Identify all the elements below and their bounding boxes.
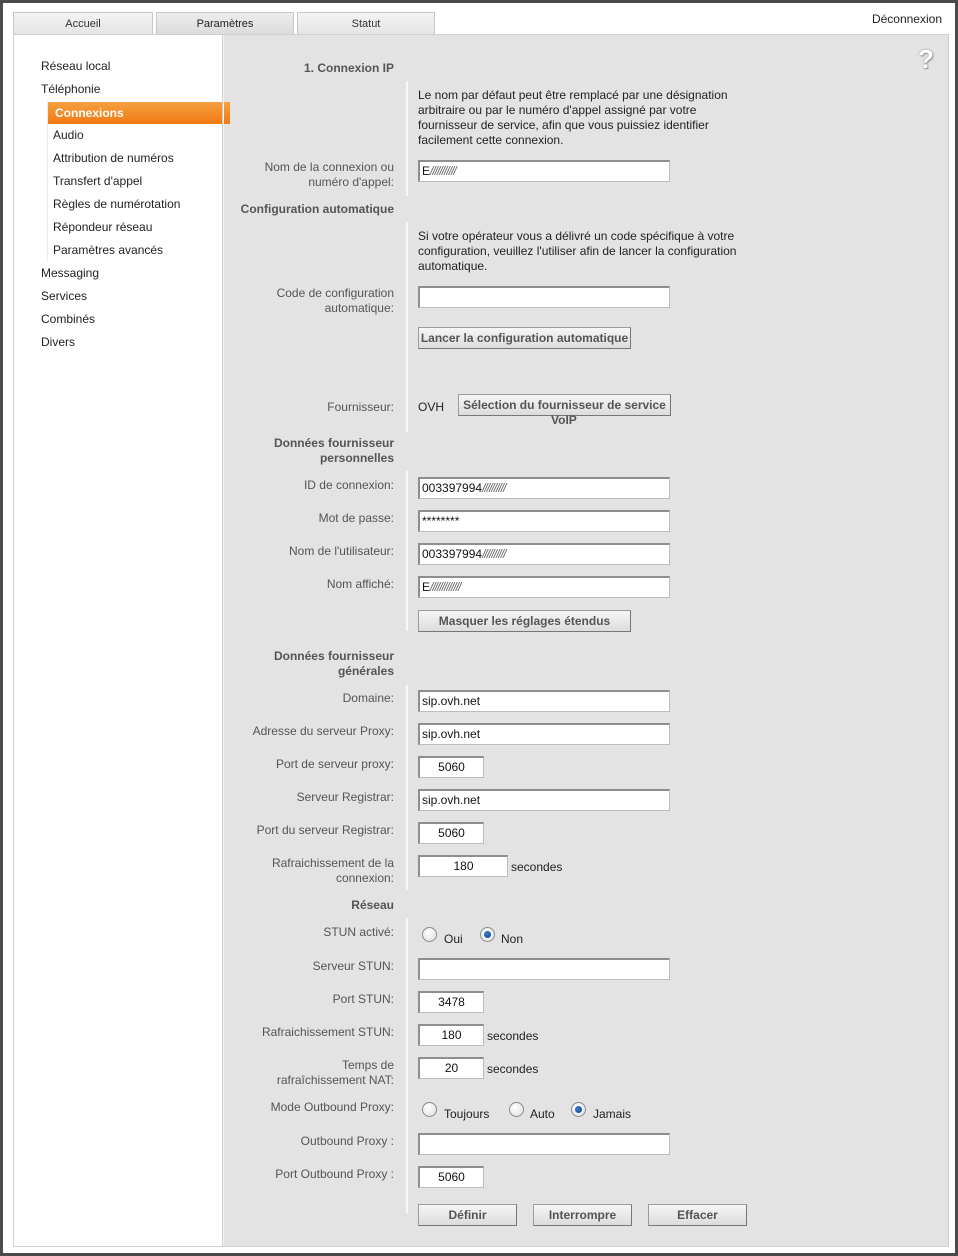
login-id-label: ID de connexion:	[303, 478, 394, 492]
registrar-port-input[interactable]: 5060	[418, 822, 484, 844]
outbound-never-radio[interactable]	[571, 1102, 586, 1117]
outbound-proxy-input[interactable]	[418, 1133, 670, 1155]
connection-name-input[interactable]: E///////////	[418, 160, 670, 182]
tab-accueil[interactable]: Accueil	[13, 12, 153, 34]
content-panel	[13, 34, 949, 1247]
provider-select-button[interactable]: Sélection du fournisseur de service	[458, 394, 671, 416]
provider-select-button-line2: VoIP	[551, 413, 577, 427]
stun-enabled-label: STUN activé:	[323, 925, 394, 939]
masked-value: //////////	[482, 481, 506, 495]
logout-link[interactable]: Déconnexion	[871, 12, 942, 26]
sidebar-item-audio[interactable]: Audio	[53, 128, 84, 142]
stun-refresh-label: Rafraichissement STUN:	[261, 1025, 394, 1039]
outbound-port-label: Port Outbound Proxy :	[275, 1167, 394, 1181]
sidebar-separator	[222, 35, 224, 1246]
registrar-label: Serveur Registrar:	[296, 790, 394, 804]
masked-value: //////////	[482, 547, 506, 561]
username-label: Nom de l'utilisateur:	[289, 544, 394, 558]
stun-refresh-unit: secondes	[487, 1029, 539, 1043]
section-personal-data: Données fournisseur personnelles	[273, 436, 394, 465]
outbound-auto-label[interactable]: Auto	[530, 1107, 555, 1121]
stun-server-input[interactable]	[418, 958, 670, 980]
sidebar-item-messaging[interactable]: Messaging	[41, 266, 100, 280]
proxy-port-label: Port de serveur proxy:	[275, 757, 394, 771]
stun-no-label[interactable]: Non	[501, 932, 524, 946]
toggle-advanced-button[interactable]: Masquer les réglages étendus	[418, 610, 631, 632]
provider-label: Fournisseur:	[327, 400, 394, 414]
domain-input[interactable]: sip.ovh.net	[418, 690, 670, 712]
section-general-data: Données fournisseur générales	[273, 649, 394, 678]
sidebar-subnav-line	[47, 101, 48, 262]
proxy-address-input[interactable]: sip.ovh.net	[418, 723, 670, 745]
sidebar-item-attribution[interactable]: Attribution de numéros	[53, 151, 174, 165]
stun-server-label: Serveur STUN:	[312, 959, 394, 973]
sidebar-item-parametres-avances[interactable]: Paramètres avancés	[53, 243, 164, 257]
refresh-label: Rafraichissement de la connexion:	[271, 856, 394, 885]
auto-code-input[interactable]	[418, 286, 670, 308]
auto-config-button[interactable]: Lancer la configuration automatique	[418, 327, 631, 349]
sidebar-item-connexions[interactable]: Connexions	[48, 102, 230, 124]
nat-refresh-unit: secondes	[487, 1062, 539, 1076]
stun-yes-label[interactable]: Oui	[444, 932, 463, 946]
section-auto-config: Configuration automatique	[240, 202, 394, 216]
display-name-label: Nom affiché:	[326, 577, 394, 591]
outbound-mode-label: Mode Outbound Proxy:	[270, 1100, 394, 1114]
outbound-always-radio[interactable]	[422, 1102, 437, 1117]
clear-button[interactable]: Effacer	[648, 1204, 747, 1226]
refresh-unit: secondes	[511, 860, 563, 874]
domain-label: Domaine:	[342, 691, 394, 705]
stun-port-label: Port STUN:	[332, 992, 394, 1006]
registrar-input[interactable]: sip.ovh.net	[418, 789, 670, 811]
password-input[interactable]: ********	[418, 510, 670, 532]
username-input[interactable]: 003397994//////////	[418, 543, 670, 565]
section-connexion-ip: 1. Connexion IP	[303, 61, 394, 75]
sidebar-item-services[interactable]: Services	[41, 289, 88, 303]
sidebar-item-telephonie[interactable]: Téléphonie	[41, 82, 101, 96]
masked-value: /////////////	[430, 580, 461, 594]
proxy-address-label: Adresse du serveur Proxy:	[252, 724, 394, 738]
password-label: Mot de passe:	[318, 511, 394, 525]
sidebar	[14, 35, 222, 1246]
connection-name-label: Nom de la connexion ou numéro d'appel:	[264, 160, 394, 189]
sidebar-item-divers[interactable]: Divers	[41, 335, 76, 349]
masked-value: ///////////	[430, 164, 456, 178]
stun-port-input[interactable]: 3478	[418, 991, 484, 1013]
outbound-always-label[interactable]: Toujours	[444, 1107, 490, 1121]
divider-line	[406, 222, 408, 432]
sidebar-item-combines[interactable]: Combinés	[41, 312, 96, 326]
provider-value: OVH	[418, 400, 445, 414]
divider-line	[406, 918, 408, 1213]
ip-description: Le nom par défaut peut être remplacé par une désignation arbitraire ou par le numéro d'appel assigné par votre fournisseur de service, afin que vous puissiez identifier facilement cette connexion.	[418, 88, 728, 147]
tab-parametres[interactable]: Paramètres	[156, 12, 294, 34]
sidebar-item-transfert[interactable]: Transfert d'appel	[53, 174, 143, 188]
display-name-input[interactable]: E/////////////	[418, 576, 670, 598]
outbound-port-input[interactable]: 5060	[418, 1166, 484, 1188]
nat-refresh-input[interactable]: 20	[418, 1057, 484, 1079]
define-button[interactable]: Définir	[418, 1204, 517, 1226]
divider-line	[406, 685, 408, 890]
outbound-never-label[interactable]: Jamais	[593, 1107, 632, 1121]
divider-line	[406, 81, 408, 196]
stun-refresh-input[interactable]: 180	[418, 1024, 484, 1046]
sidebar-item-repondeur[interactable]: Répondeur réseau	[53, 220, 153, 234]
refresh-input[interactable]: 180	[418, 855, 508, 877]
proxy-port-input[interactable]: 5060	[418, 756, 484, 778]
nat-refresh-label: Temps de rafraîchissement NAT:	[276, 1058, 394, 1087]
stun-yes-radio[interactable]	[422, 927, 437, 942]
auto-code-label: Code de configuration automatique:	[276, 286, 394, 315]
interrupt-button[interactable]: Interrompre	[533, 1204, 632, 1226]
outbound-proxy-label: Outbound Proxy :	[300, 1134, 394, 1148]
help-icon[interactable]: ?	[918, 44, 934, 74]
section-network: Réseau	[351, 898, 394, 912]
sidebar-item-reseau-local[interactable]: Réseau local	[41, 59, 111, 73]
outbound-auto-radio[interactable]	[509, 1102, 524, 1117]
login-id-input[interactable]: 003397994//////////	[418, 477, 670, 499]
divider-line	[406, 471, 408, 631]
stun-no-radio[interactable]	[480, 927, 495, 942]
registrar-port-label: Port du serveur Registrar:	[256, 823, 394, 837]
auto-config-description: Si votre opérateur vous a délivré un code spécifique à votre configuration, veuillez l'utiliser afin de lancer la configuration automatique.	[418, 229, 737, 273]
sidebar-item-regles[interactable]: Règles de numérotation	[53, 197, 181, 211]
tab-statut[interactable]: Statut	[297, 12, 435, 34]
